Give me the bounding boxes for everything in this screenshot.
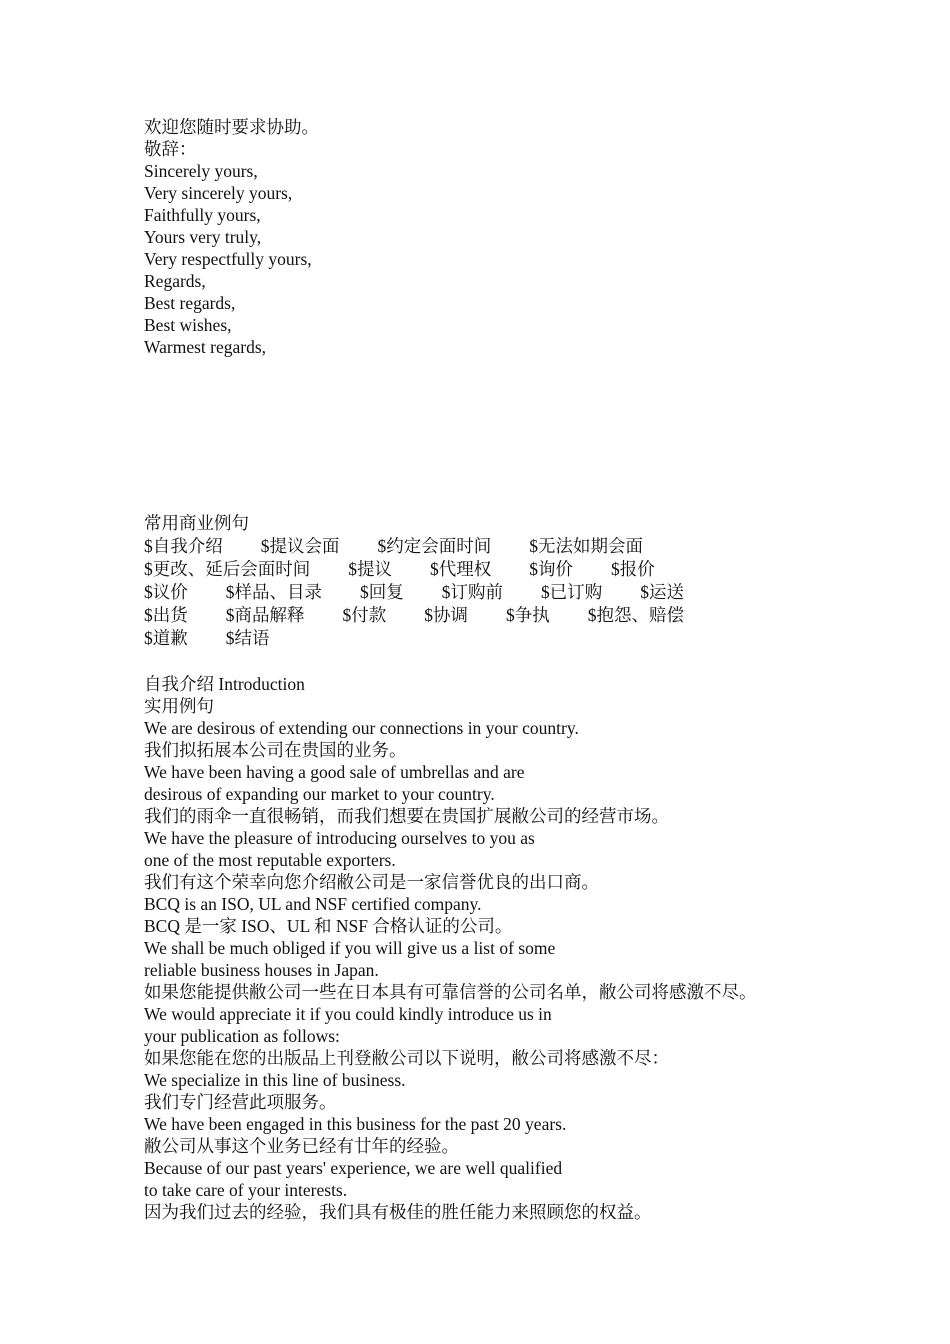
example-translation: 我们的雨伞一直很畅销，而我们想要在贵国扩展敝公司的经营市场。: [144, 806, 669, 826]
example-translation: 如果您能提供敝公司一些在日本具有可靠信誉的公司名单，敝公司将感激不尽。: [144, 982, 757, 1002]
example-sentence: We would appreciate it if you could kindly introduce us in: [144, 1004, 552, 1024]
example-translation: 因为我们过去的经验，我们具有极佳的胜任能力来照顾您的权益。: [144, 1202, 652, 1222]
closing-heading: 敬辞：: [144, 139, 197, 159]
example-translation: 如果您能在您的出版品上刊登敝公司以下说明，敝公司将感激不尽：: [144, 1048, 669, 1068]
index-link-coordination[interactable]: $协调: [424, 605, 468, 625]
closing-phrase: Best wishes,: [144, 315, 232, 335]
index-link-reschedule-meeting[interactable]: $更改、延后会面时间: [144, 559, 311, 579]
introduction-heading: 自我介绍 Introduction: [144, 674, 305, 694]
closing-phrase: Best regards,: [144, 293, 236, 313]
index-link-shipping[interactable]: $运送: [640, 582, 684, 602]
example-sentence: BCQ is an ISO, UL and NSF certified company.: [144, 894, 482, 914]
index-link-conclusion[interactable]: $结语: [225, 628, 270, 648]
index-link-proposal[interactable]: $提议: [348, 559, 392, 579]
closing-phrase: Regards,: [144, 271, 206, 291]
example-translation: 我们拟拓展本公司在贵国的业务。: [144, 740, 407, 760]
spacer: [144, 650, 844, 673]
example-translation: 我们专门经营此项服务。: [144, 1092, 337, 1112]
examples-index-row: [144, 604, 844, 627]
index-link-inquiry[interactable]: $询价: [529, 559, 573, 579]
index-link-negotiation[interactable]: $议价: [144, 582, 188, 602]
example-sentence: desirous of expanding our market to your country.: [144, 784, 495, 804]
index-link-payment[interactable]: $付款: [342, 605, 387, 625]
index-link-cannot-meet[interactable]: $无法如期会面: [529, 536, 643, 556]
example-sentence: We have been having a good sale of umbrellas and are: [144, 762, 525, 782]
closing-intro: 欢迎您随时要求协助。: [144, 117, 319, 137]
index-link-product-explanation[interactable]: $商品解释: [225, 605, 305, 625]
examples-section: [144, 512, 844, 1223]
index-link-agency[interactable]: $代理权: [430, 559, 492, 579]
index-link-delivery[interactable]: $出货: [144, 605, 188, 625]
closing-phrase: Sincerely yours,: [144, 161, 258, 181]
example-sentence: We specialize in this line of business.: [144, 1070, 406, 1090]
closing-section: [144, 116, 844, 358]
closing-phrase: Very sincerely yours,: [144, 183, 293, 203]
examples-index-row: [144, 627, 844, 650]
example-translation: BCQ 是一家 ISO、UL 和 NSF 合格认证的公司。: [144, 916, 513, 936]
introduction-subheading: 实用例句: [144, 696, 214, 716]
index-link-self-introduction[interactable]: $自我介绍: [144, 536, 223, 556]
index-link-quotation[interactable]: $报价: [611, 559, 655, 579]
example-sentence: your publication as follows:: [144, 1026, 340, 1046]
example-sentence: Because of our past years' experience, we are well qualified: [144, 1158, 563, 1178]
examples-index-row: [144, 581, 844, 604]
example-sentence: We shall be much obliged if you will give us a list of some: [144, 938, 556, 958]
closing-phrase: Yours very truly,: [144, 227, 262, 247]
examples-index-title: 常用商业例句: [144, 513, 249, 533]
closing-phrase: Warmest regards,: [144, 337, 267, 357]
example-sentence: We have been engaged in this business for the past 20 years.: [144, 1114, 567, 1134]
index-link-dispute[interactable]: $争执: [506, 605, 550, 625]
index-link-arrange-meeting-time[interactable]: $约定会面时间: [377, 536, 492, 556]
index-link-propose-meeting[interactable]: $提议会面: [260, 536, 340, 556]
examples-index-row: [144, 535, 844, 558]
closing-phrase: Faithfully yours,: [144, 205, 261, 225]
example-sentence: to take care of your interests.: [144, 1180, 348, 1200]
index-link-reply[interactable]: $回复: [360, 582, 404, 602]
example-translation: 我们有这个荣幸向您介绍敝公司是一家信誉优良的出口商。: [144, 872, 599, 892]
examples-index-row: [144, 558, 844, 581]
example-sentence: reliable business houses in Japan.: [144, 960, 379, 980]
example-sentence: We are desirous of extending our connections in your country.: [144, 718, 579, 738]
index-link-ordered[interactable]: $已订购: [541, 582, 603, 602]
example-sentence: We have the pleasure of introducing ourselves to you as: [144, 828, 535, 848]
example-translation: 敝公司从事这个业务已经有廿年的经验。: [144, 1136, 459, 1156]
example-sentence: one of the most reputable exporters.: [144, 850, 396, 870]
index-link-before-order[interactable]: $订购前: [441, 582, 503, 602]
index-link-complaint-compensation[interactable]: $抱怨、赔偿: [587, 605, 684, 625]
index-link-apology[interactable]: $道歉: [144, 628, 188, 648]
index-link-samples-catalog[interactable]: $样品、目录: [225, 582, 322, 602]
closing-phrase: Very respectfully yours,: [144, 249, 312, 269]
